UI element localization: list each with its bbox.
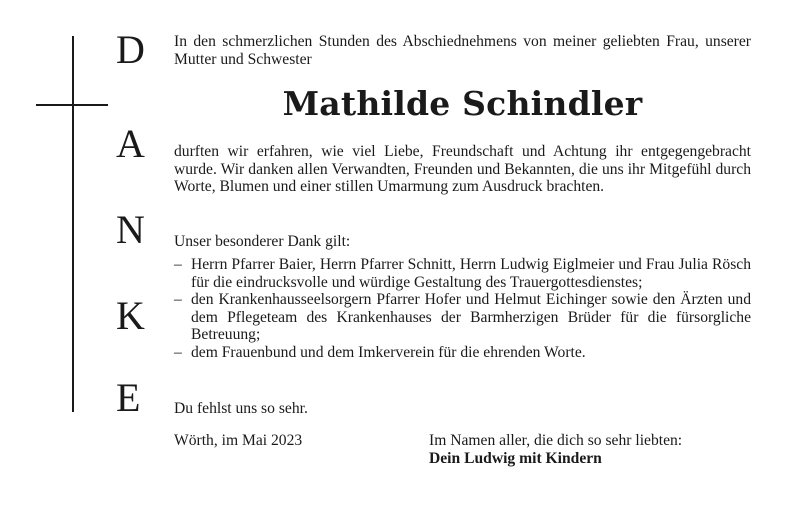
list-item: [174, 256, 751, 291]
special-thanks-heading: Unser besonderer Dank gilt:: [174, 233, 351, 250]
list-dash: –: [174, 291, 182, 309]
place-date: Wörth, im Mai 2023: [174, 432, 303, 449]
signature: Dein Ludwig mit Kindern: [429, 450, 602, 468]
danke-letter-n: N: [116, 207, 145, 252]
list-item-text: dem Frauenbund und dem Imkerverein für die ehrenden Worte.: [191, 343, 586, 361]
intro-text: In den schmerzlichen Stunden des Abschiednehmens von meiner geliebten Frau, unserer Mutter und Schwester: [174, 33, 751, 68]
signoff-line: Im Namen aller, die dich so sehr liebten:: [429, 432, 683, 449]
special-thanks-list: [174, 256, 751, 362]
list-item: [174, 344, 751, 362]
list-item-text: Herrn Pfarrer Baier, Herrn Pfarrer Schnitt, Herrn Ludwig Eiglmeier und Frau Julia Rösch für die eindrucksvolle und würdige Gestaltung des Trauergottesdienstes;: [191, 256, 751, 291]
thanks-body-text: durften wir erfahren, wie viel Liebe, Freundschaft und Achtung ihr entgegengebracht wurde. Wir danken allen Verwandten, Freunden und Bekannten, die uns ihr Mitgefühl durch Worte, Blumen und einer stillen Umarmung zum Ausdruck brachten.: [174, 143, 751, 196]
cross-horizontal-bar: [36, 104, 108, 106]
list-item-text: den Krankenhausseelsorgern Pfarrer Hofer und Helmut Eichinger sowie den Ärzten und dem Pflegeteam des Krankenhauses der Barmherzigen Brüder für die fürsorgliche Betreuung;: [191, 291, 751, 344]
signoff-block: [429, 432, 682, 469]
list-dash: –: [174, 343, 182, 361]
danke-letter-e: E: [116, 375, 141, 420]
list-dash: –: [174, 256, 182, 273]
danke-letter-d: D: [116, 27, 145, 72]
danke-letter-a: A: [116, 121, 145, 166]
deceased-name: Mathilde Schindler: [282, 84, 643, 123]
cross-vertical-bar: [72, 36, 74, 412]
closing-line: Du fehlst uns so sehr.: [174, 400, 308, 417]
danke-letter-k: K: [116, 293, 145, 338]
list-item: [174, 291, 751, 344]
